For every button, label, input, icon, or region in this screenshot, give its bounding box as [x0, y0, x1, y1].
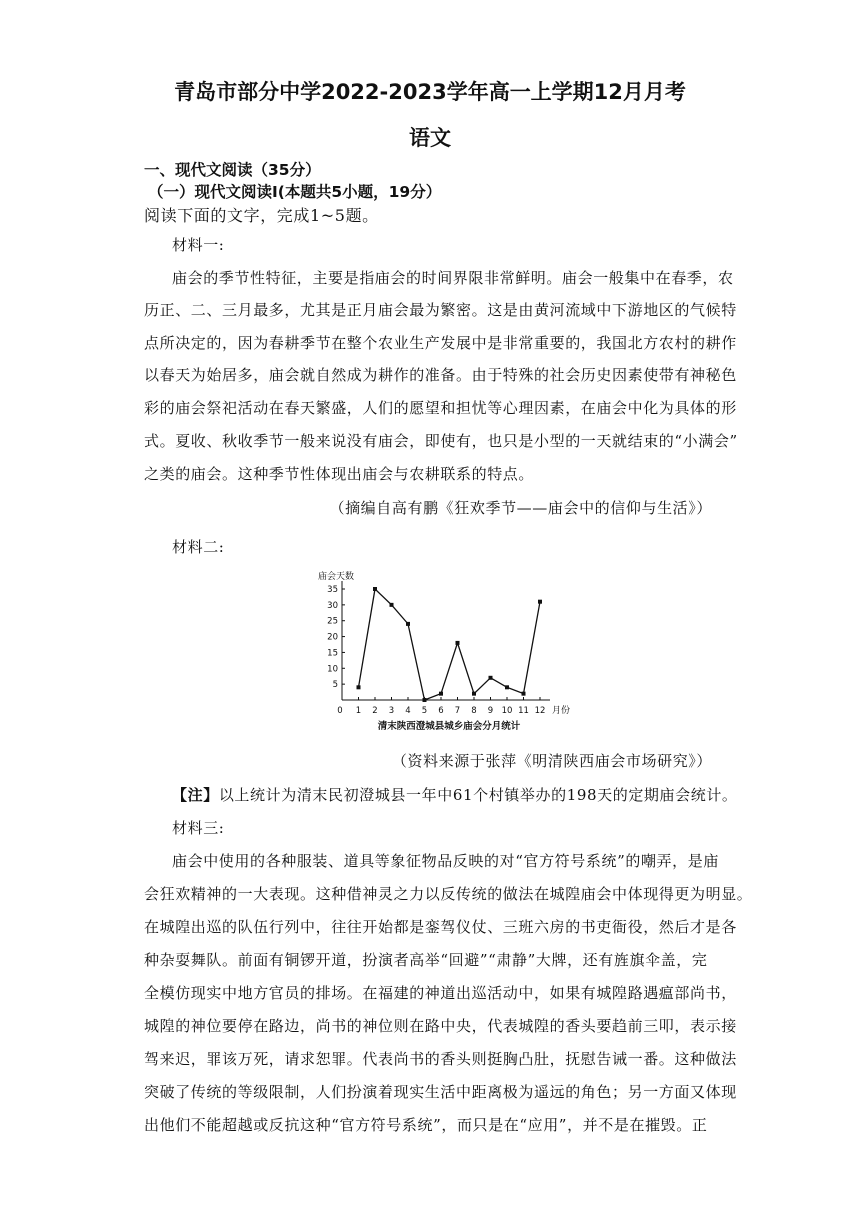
- instruction: 阅读下面的文字，完成1~5题。: [144, 206, 379, 225]
- data-point: [456, 641, 460, 645]
- y-tick-label: 35: [327, 585, 338, 595]
- y-tick-label: 30: [327, 600, 338, 611]
- x-tick-label: 10: [501, 706, 513, 716]
- x-tick-label: 5: [421, 706, 428, 716]
- x-tick-label: 0: [337, 706, 343, 716]
- data-point: [373, 587, 377, 591]
- material1-source: （摘编自高有鹏《狂欢季节——庙会中的信仰与生活》）: [329, 499, 712, 517]
- data-point: [390, 603, 394, 607]
- data-point: [489, 676, 493, 680]
- note-tag: 【注】: [172, 786, 219, 804]
- material3-line: 突破了传统的等级限制，人们扮演着现实生活中距离极为遥远的角色；另一方面又体现: [144, 1083, 737, 1101]
- material3-line: 在城隍出巡的队伍行列中，往往开始都是銮驾仪仗、三班六房的书吏衙役，然后才是各: [144, 918, 737, 936]
- y-tick-label: 15: [327, 648, 338, 659]
- x-tick-label: 1: [355, 706, 362, 716]
- material1-line: 彩的庙会祭祀活动在春天繁盛，人们的愿望和担忧等心理因素，在庙会中化为具体的形: [144, 399, 737, 417]
- data-point: [423, 698, 427, 702]
- material1-line: 以春天为始居多，庙会就自然成为耕作的准备。由于特殊的社会历史因素使带有神秘色: [144, 366, 737, 384]
- material1-line: 式。夏收、秋收季节一般来说没有庙会，即使有，也只是小型的一天就结束的“小满会”: [144, 432, 738, 450]
- material2-note: [172, 784, 738, 805]
- subsection-heading: （一）现代文阅读Ⅰ(本题共5小题，19分）: [148, 183, 442, 201]
- subject-title: 语文: [409, 126, 451, 150]
- x-tick-label: 2: [372, 706, 378, 716]
- material3-label: 材料三:: [172, 819, 225, 837]
- y-axis-label: 庙会天数: [318, 572, 355, 582]
- x-tick-label: 11: [518, 706, 529, 716]
- y-tick-label: 10: [327, 664, 338, 675]
- data-point: [522, 692, 526, 696]
- material3-line: 庙会中使用的各种服装、道具等象征物品反映的对“官方符号系统”的嘲弄，是庙: [172, 852, 719, 870]
- x-tick-label: 7: [454, 706, 461, 716]
- material3-line: 会狂欢精神的一大表现。这种借神灵之力以反传统的做法在城隍庙会中体现得更为明显。: [144, 885, 753, 903]
- x-tick-label: 4: [405, 706, 411, 716]
- data-point: [505, 685, 509, 689]
- page-title: 青岛市部分中学2022-2023学年高一上学期12月月考: [174, 80, 686, 104]
- material3-line: 驾来迟，罪该万死，请求恕罪。代表尚书的香头则挺胸凸肚，抚慰告诫一番。这种做法: [144, 1050, 737, 1068]
- data-point: [357, 685, 361, 689]
- material2-source: （资料来源于张萍《明清陕西庙会市场研究》）: [391, 752, 712, 770]
- chart-title: 清末陕西澄城县城乡庙会分月统计: [377, 721, 521, 732]
- x-tick-label: 8: [471, 706, 477, 716]
- material1-label: 材料一:: [172, 236, 225, 254]
- material1-line: 历正、二、三月最多，尤其是正月庙会最为繁密。这是由黄河流域中下游地区的气候特: [144, 301, 737, 319]
- data-point: [439, 692, 443, 696]
- x-tick-label: 3: [388, 706, 395, 716]
- material3-line: 全模仿现实中地方官员的排场。在福建的神道出巡活动中，如果有城隍路遇瘟部尚书，: [144, 984, 737, 1002]
- x-axis-label: 月份: [552, 706, 571, 716]
- x-tick-label: 9: [487, 706, 494, 716]
- data-point: [538, 600, 542, 604]
- x-tick-label: 6: [438, 706, 444, 716]
- material3-line: 种杂耍舞队。前面有铜锣开道，扮演者高举“回避”“肃静”大牌，还有旌旗伞盖，完: [144, 951, 708, 969]
- material3-line: 城隍的神位要停在路边，尚书的神位则在路中央，代表城隍的香头要趋前三叩，表示接: [144, 1017, 737, 1035]
- monthly-temple-fair-chart: [300, 560, 600, 740]
- data-point: [406, 622, 410, 626]
- material1-line: 之类的庙会。这种季节性体现出庙会与农耕联系的特点。: [144, 465, 535, 483]
- y-tick-label: 20: [327, 632, 338, 643]
- y-tick-label: 25: [327, 616, 338, 627]
- material1-line: 点所决定的，因为春耕季节在整个农业生产发展中是非常重要的，我国北方农村的耕作: [144, 334, 737, 352]
- x-tick-label: 12: [534, 706, 546, 716]
- data-point: [472, 692, 476, 696]
- series-line: [359, 589, 541, 700]
- note-text: 以上统计为清末民初澄城县一年中61个村镇举办的198天的定期庙会统计。: [218, 786, 738, 804]
- y-tick-label: 5: [332, 680, 338, 691]
- material1-line: 庙会的季节性特征，主要是指庙会的时间界限非常鲜明。庙会一般集中在春季，农: [172, 269, 734, 287]
- material3-line: 出他们不能超越或反抗这种“官方符号系统”，而只是在“应用”，并不是在摧毁。正: [144, 1116, 708, 1134]
- section-heading: 一、现代文阅读（35分）: [144, 161, 321, 179]
- material2-label: 材料二:: [172, 538, 225, 556]
